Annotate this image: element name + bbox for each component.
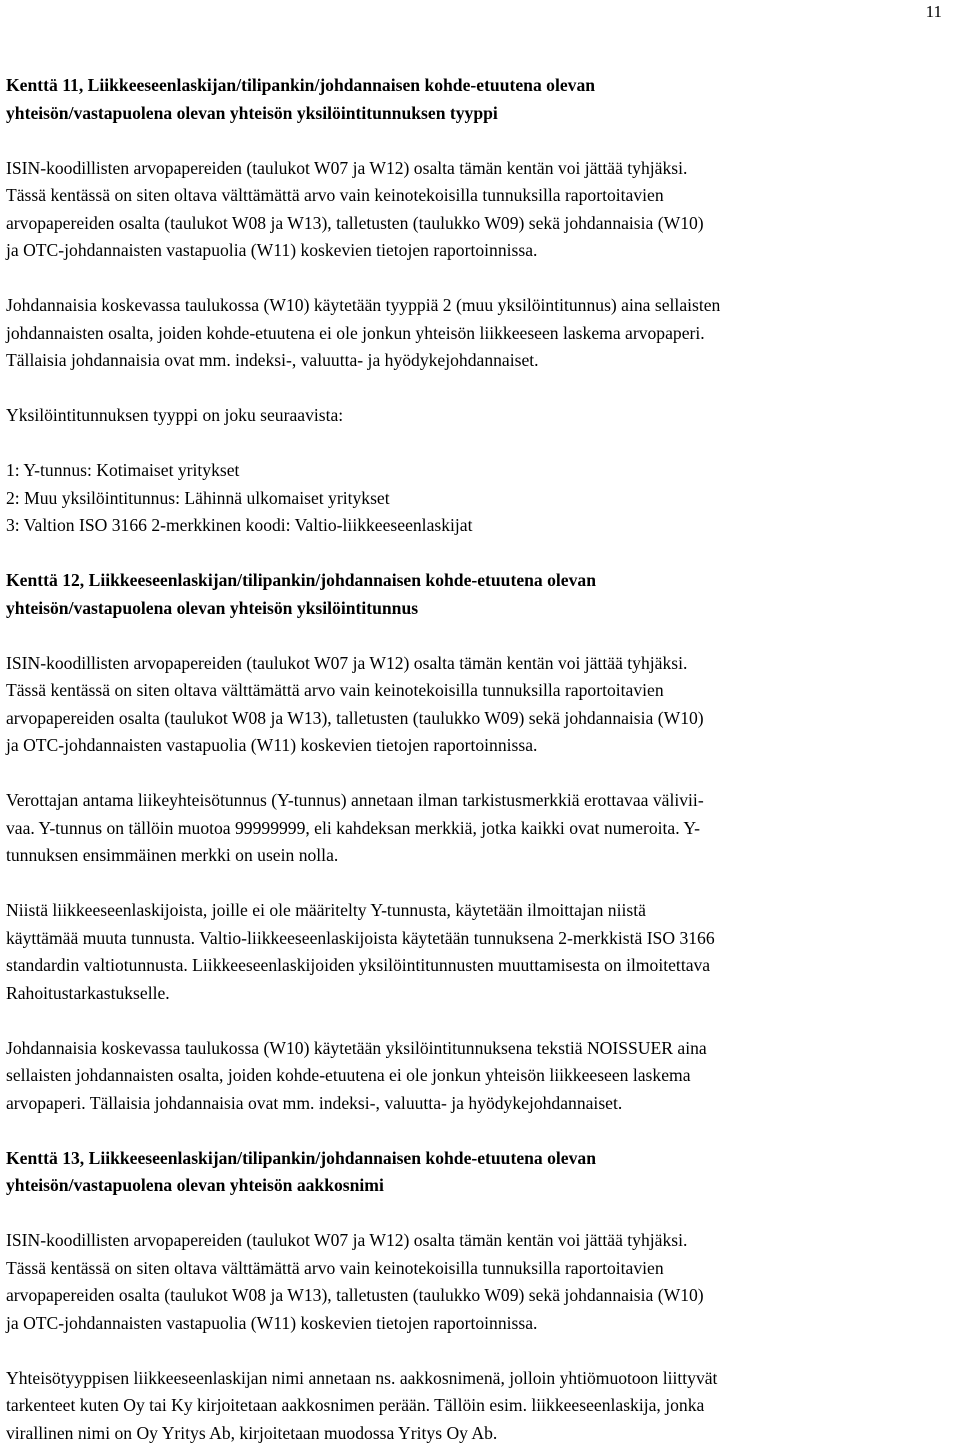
text-line: ISIN-koodillisten arvopapereiden (taulukot W07 ja W12) osalta tämän kentän voi jättää tyhjäksi. — [6, 155, 946, 183]
text-line: Tässä kentässä on siten oltava välttämättä arvo vain keinotekoisilla tunnuksilla raportoitavien — [6, 1255, 946, 1283]
text-line: sellaisten johdannaisten osalta, joiden kohde-etuutena ei ole jonkun yhteisön liikkeeseen laskema — [6, 1062, 946, 1090]
text-line: standardin valtiotunnusta. Liikkeeseenlaskijoiden yksilöintitunnusten muuttamisesta on ilmoitettava — [6, 952, 946, 980]
heading-line: yhteisön/vastapuolena olevan yhteisön yksilöintitunnuksen tyyppi — [6, 100, 946, 128]
text-line: Johdannaisia koskevassa taulukossa (W10) käytetään tyyppiä 2 (muu yksilöintitunnus) aina sellaisten — [6, 292, 946, 320]
text-line: Tässä kentässä on siten oltava välttämättä arvo vain keinotekoisilla tunnuksilla raportoitavien — [6, 182, 946, 210]
heading-line: yhteisön/vastapuolena olevan yhteisön yksilöintitunnus — [6, 595, 946, 623]
section-11-paragraph-2 — [6, 292, 946, 375]
text-line: Niistä liikkeeseenlaskijoista, joille ei ole määritelty Y-tunnusta, käytetään ilmoittajan niistä — [6, 897, 946, 925]
section-12-paragraph-4 — [6, 1035, 946, 1118]
section-12-paragraph-2 — [6, 787, 946, 870]
text-line: Verottajan antama liikeyhteisötunnus (Y-tunnus) annetaan ilman tarkistusmerkkiä erottavaa välivii- — [6, 787, 946, 815]
text-line: ja OTC-johdannaisten vastapuolia (W11) koskevien tietojen raportoinnissa. — [6, 1310, 946, 1338]
section-11-heading — [6, 72, 946, 127]
text-line: Yksilöintitunnuksen tyyppi on joku seuraavista: — [6, 402, 946, 430]
heading-line: Kenttä 13, Liikkeeseenlaskijan/tilipankin/johdannaisen kohde-etuutena olevan — [6, 1145, 946, 1173]
section-12-paragraph-1 — [6, 650, 946, 760]
section-11-paragraph-1 — [6, 155, 946, 265]
section-12-heading — [6, 567, 946, 622]
text-line: arvopapereiden osalta (taulukot W08 ja W13), talletusten (taulukko W09) sekä johdannaisia (W10) — [6, 210, 946, 238]
text-line: ja OTC-johdannaisten vastapuolia (W11) koskevien tietojen raportoinnissa. — [6, 237, 946, 265]
heading-line: Kenttä 11, Liikkeeseenlaskijan/tilipankin/johdannaisen kohde-etuutena olevan — [6, 72, 946, 100]
text-line: ISIN-koodillisten arvopapereiden (taulukot W07 ja W12) osalta tämän kentän voi jättää tyhjäksi. — [6, 1227, 946, 1255]
text-line: ISIN-koodillisten arvopapereiden (taulukot W07 ja W12) osalta tämän kentän voi jättää tyhjäksi. — [6, 650, 946, 678]
heading-line: yhteisön/vastapuolena olevan yhteisön aakkosnimi — [6, 1172, 946, 1200]
text-line: Yhteisötyyppisen liikkeeseenlaskijan nimi annetaan ns. aakkosnimenä, jolloin yhtiömuotoon liittyvät — [6, 1365, 946, 1393]
text-line: tarkenteet kuten Oy tai Ky kirjoitetaan aakkosnimen perään. Tällöin esim. liikkeeseenlaskija, jonka — [6, 1392, 946, 1420]
text-line: arvopapereiden osalta (taulukot W08 ja W13), talletusten (taulukko W09) sekä johdannaisia (W10) — [6, 1282, 946, 1310]
identifier-type-list — [6, 457, 946, 540]
text-line: Tässä kentässä on siten oltava välttämättä arvo vain keinotekoisilla tunnuksilla raportoitavien — [6, 677, 946, 705]
list-item: 3: Valtion ISO 3166 2-merkkinen koodi: Valtio-liikkeeseenlaskijat — [6, 512, 946, 540]
section-11-paragraph-3 — [6, 402, 946, 430]
text-line: tunnuksen ensimmäinen merkki on usein nolla. — [6, 842, 946, 870]
text-line: arvopaperi. Tällaisia johdannaisia ovat mm. indeksi-, valuutta- ja hyödykejohdannaiset. — [6, 1090, 946, 1118]
text-line: Johdannaisia koskevassa taulukossa (W10) käytetään yksilöintitunnuksena tekstiä NOISSUER aina — [6, 1035, 946, 1063]
list-item: 2: Muu yksilöintitunnus: Lähinnä ulkomaiset yritykset — [6, 485, 946, 513]
text-line: arvopapereiden osalta (taulukot W08 ja W13), talletusten (taulukko W09) sekä johdannaisia (W10) — [6, 705, 946, 733]
text-line: Tällaisia johdannaisia ovat mm. indeksi-, valuutta- ja hyödykejohdannaiset. — [6, 347, 946, 375]
section-12-paragraph-3 — [6, 897, 946, 1007]
text-line: ja OTC-johdannaisten vastapuolia (W11) koskevien tietojen raportoinnissa. — [6, 732, 946, 760]
text-line: Rahoitustarkastukselle. — [6, 980, 946, 1008]
text-line: virallinen nimi on Oy Yritys Ab, kirjoitetaan muodossa Yritys Oy Ab. — [6, 1420, 946, 1447]
text-line: vaa. Y-tunnus on tällöin muotoa 99999999, eli kahdeksan merkkiä, jotka kaikki ovat numeroita. Y- — [6, 815, 946, 843]
section-13-heading — [6, 1145, 946, 1200]
heading-line: Kenttä 12, Liikkeeseenlaskijan/tilipankin/johdannaisen kohde-etuutena olevan — [6, 567, 946, 595]
section-13-paragraph-2 — [6, 1365, 946, 1447]
text-line: käyttämää muuta tunnusta. Valtio-liikkeeseenlaskijoista käytetään tunnuksena 2-merkkistä ISO 3166 — [6, 925, 946, 953]
section-13-paragraph-1 — [6, 1227, 946, 1337]
list-item: 1: Y-tunnus: Kotimaiset yritykset — [6, 457, 946, 485]
text-line: johdannaisten osalta, joiden kohde-etuutena ei ole jonkun yhteisön liikkeeseen laskema arvopaperi. — [6, 320, 946, 348]
page-number: 11 — [926, 2, 942, 22]
document-body — [6, 72, 946, 1447]
